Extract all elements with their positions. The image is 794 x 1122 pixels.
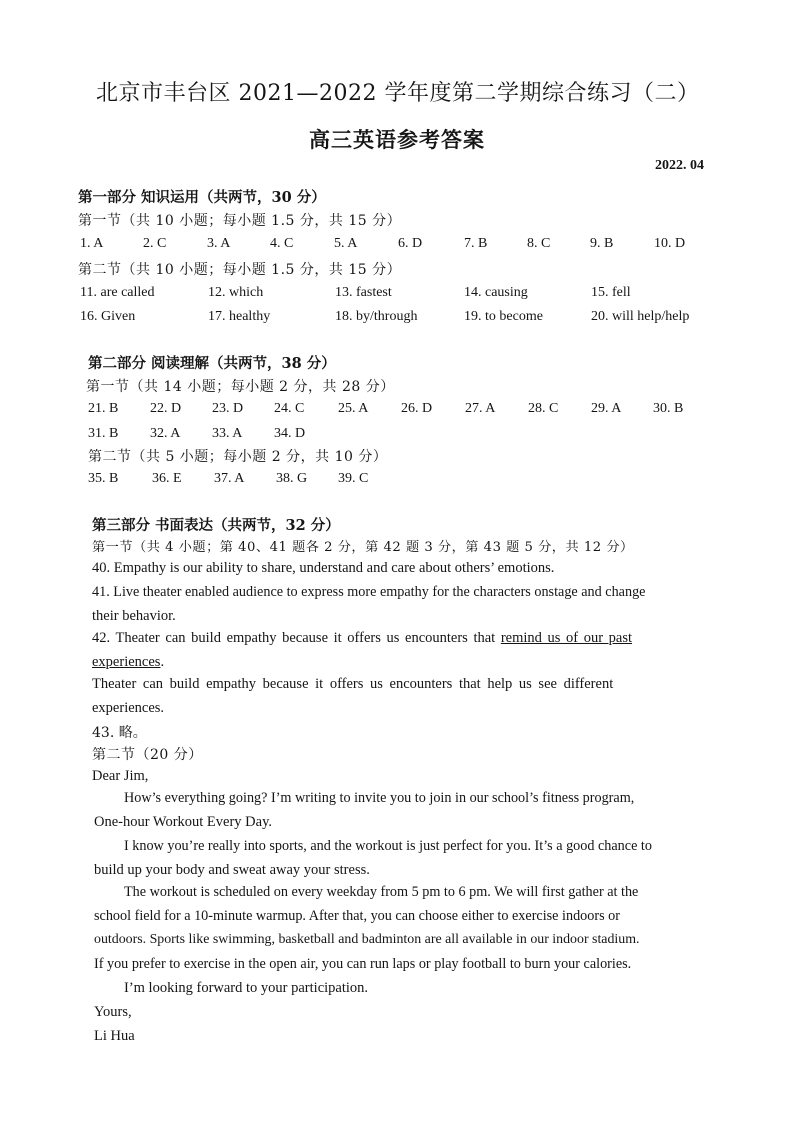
answer-item: 33. A <box>212 426 243 441</box>
part3-section2-label: 第二节（20 分） <box>92 747 203 763</box>
answer-item: 30. B <box>653 401 684 416</box>
exam-date: 2022. 04 <box>655 158 704 173</box>
answer-item: 1. A <box>80 236 104 251</box>
answer-key-title: 高三英语参考答案 <box>309 127 485 152</box>
answer-item: 5. A <box>334 236 358 251</box>
answer-item: 38. G <box>276 471 308 486</box>
answer-41-line2: their behavior. <box>92 608 176 624</box>
answer-42-period: . <box>160 654 165 670</box>
letter-line: One-hour Workout Every Day. <box>94 814 273 830</box>
answer-item: 27. A <box>465 401 496 416</box>
letter-line: The workout is scheduled on every weekday from 5 pm to 6 pm. We will first gather at the <box>124 884 639 900</box>
answer-item: 22. D <box>150 401 182 416</box>
answer-item: 8. C <box>527 236 551 251</box>
part2-section1-label: 第一节（共 14 小题；每小题 2 分，共 28 分） <box>86 379 395 395</box>
part2-section1-answers-row2 <box>88 426 488 446</box>
letter-line: build up your body and sweat away your stress. <box>94 862 370 878</box>
answer-item: 9. B <box>590 236 614 251</box>
answer-item: 14. causing <box>464 285 528 300</box>
answer-42-text: 42. Theater can build empathy because it offers us encounters that <box>92 630 501 646</box>
answer-item: 37. A <box>214 471 245 486</box>
part2-heading: 第二部分 阅读理解（共两节，38 分） <box>88 355 336 372</box>
answer-item: 39. C <box>338 471 369 486</box>
letter-line: How’s everything going? I’m writing to invite you to join in our school’s fitness program, <box>124 790 635 806</box>
answer-item: 13. fastest <box>335 285 392 300</box>
answer-item: 28. C <box>528 401 559 416</box>
answer-42-alt-line1: Theater can build empathy because it offers us encounters that help us see different <box>92 676 614 692</box>
answer-item: 11. are called <box>80 285 155 300</box>
answer-42-line1 <box>92 630 632 647</box>
answer-item: 12. which <box>208 285 264 300</box>
part2-section2-label: 第二节（共 5 小题；每小题 2 分，共 10 分） <box>88 449 388 465</box>
answer-41-line1: 41. Live theater enabled audience to express more empathy for the characters onstage and change <box>92 584 646 600</box>
part3-heading: 第三部分 书面表达（共两节，32 分） <box>92 517 340 534</box>
answer-item: 4. C <box>270 236 294 251</box>
answer-item: 24. C <box>274 401 305 416</box>
answer-42-alt-line2: experiences. <box>92 700 165 716</box>
answer-item: 6. D <box>398 236 423 251</box>
part1-section2-answers-row1 <box>80 285 740 305</box>
answer-item: 23. D <box>212 401 244 416</box>
part2-section2-answers <box>88 471 488 491</box>
answer-40: 40. Empathy is our ability to share, understand and care about others’ emotions. <box>92 560 555 576</box>
answer-item: 18. by/through <box>335 309 418 324</box>
answer-item: 29. A <box>591 401 622 416</box>
answer-item: 16. Given <box>80 309 136 324</box>
part1-section2-answers-row2 <box>80 309 740 329</box>
answer-item: 26. D <box>401 401 433 416</box>
answer-item: 32. A <box>150 426 181 441</box>
answer-42-underlined: remind us of our past <box>500 630 633 646</box>
answer-item: 20. will help/help <box>591 309 690 324</box>
part1-section1-answers <box>80 236 740 256</box>
answer-item: 10. D <box>654 236 686 251</box>
answer-43: 43. 略。 <box>92 725 147 741</box>
letter-signature: Li Hua <box>94 1028 135 1044</box>
answer-item: 7. B <box>464 236 488 251</box>
answer-item: 34. D <box>274 426 306 441</box>
part2-section1-answers-row1 <box>88 401 748 421</box>
letter-closing: Yours, <box>94 1004 132 1020</box>
part1-heading: 第一部分 知识运用（共两节，30 分） <box>78 189 326 206</box>
answer-42-line2 <box>92 654 164 671</box>
letter-line: school field for a 10-minute warmup. After that, you can choose either to exercise indoors or <box>94 908 620 924</box>
answer-item: 35. B <box>88 471 119 486</box>
answer-item: 36. E <box>152 471 182 486</box>
answer-item: 3. A <box>207 236 231 251</box>
part1-section2-label: 第二节（共 10 小题；每小题 1.5 分，共 15 分） <box>78 262 402 278</box>
answer-item: 21. B <box>88 401 119 416</box>
letter-line: I’m looking forward to your participation. <box>124 980 369 996</box>
letter-salutation: Dear Jim, <box>92 768 149 784</box>
part3-section1-label: 第一节（共 4 小题；第 40、41 题各 2 分，第 42 题 3 分，第 43 题 5 分，共 12 分） <box>92 540 634 555</box>
answer-item: 31. B <box>88 426 119 441</box>
part1-section1-label: 第一节（共 10 小题；每小题 1.5 分，共 15 分） <box>78 213 402 229</box>
answer-item: 19. to become <box>464 309 543 324</box>
answer-item: 15. fell <box>591 285 631 300</box>
answer-item: 25. A <box>338 401 369 416</box>
answer-42-underlined-cont: experiences <box>92 654 161 670</box>
answer-item: 17. healthy <box>208 309 271 324</box>
letter-line: I know you’re really into sports, and the workout is just perfect for you. It’s a good chance to <box>124 838 652 854</box>
exam-title: 北京市丰台区 2021—2022 学年度第二学期综合练习（二） <box>96 81 700 106</box>
answer-item: 2. C <box>143 236 167 251</box>
letter-line: outdoors. Sports like swimming, basketball and badminton are all available in our indoor stadium. <box>94 932 640 947</box>
letter-line: If you prefer to exercise in the open air, you can run laps or play football to burn your calories. <box>94 956 632 972</box>
